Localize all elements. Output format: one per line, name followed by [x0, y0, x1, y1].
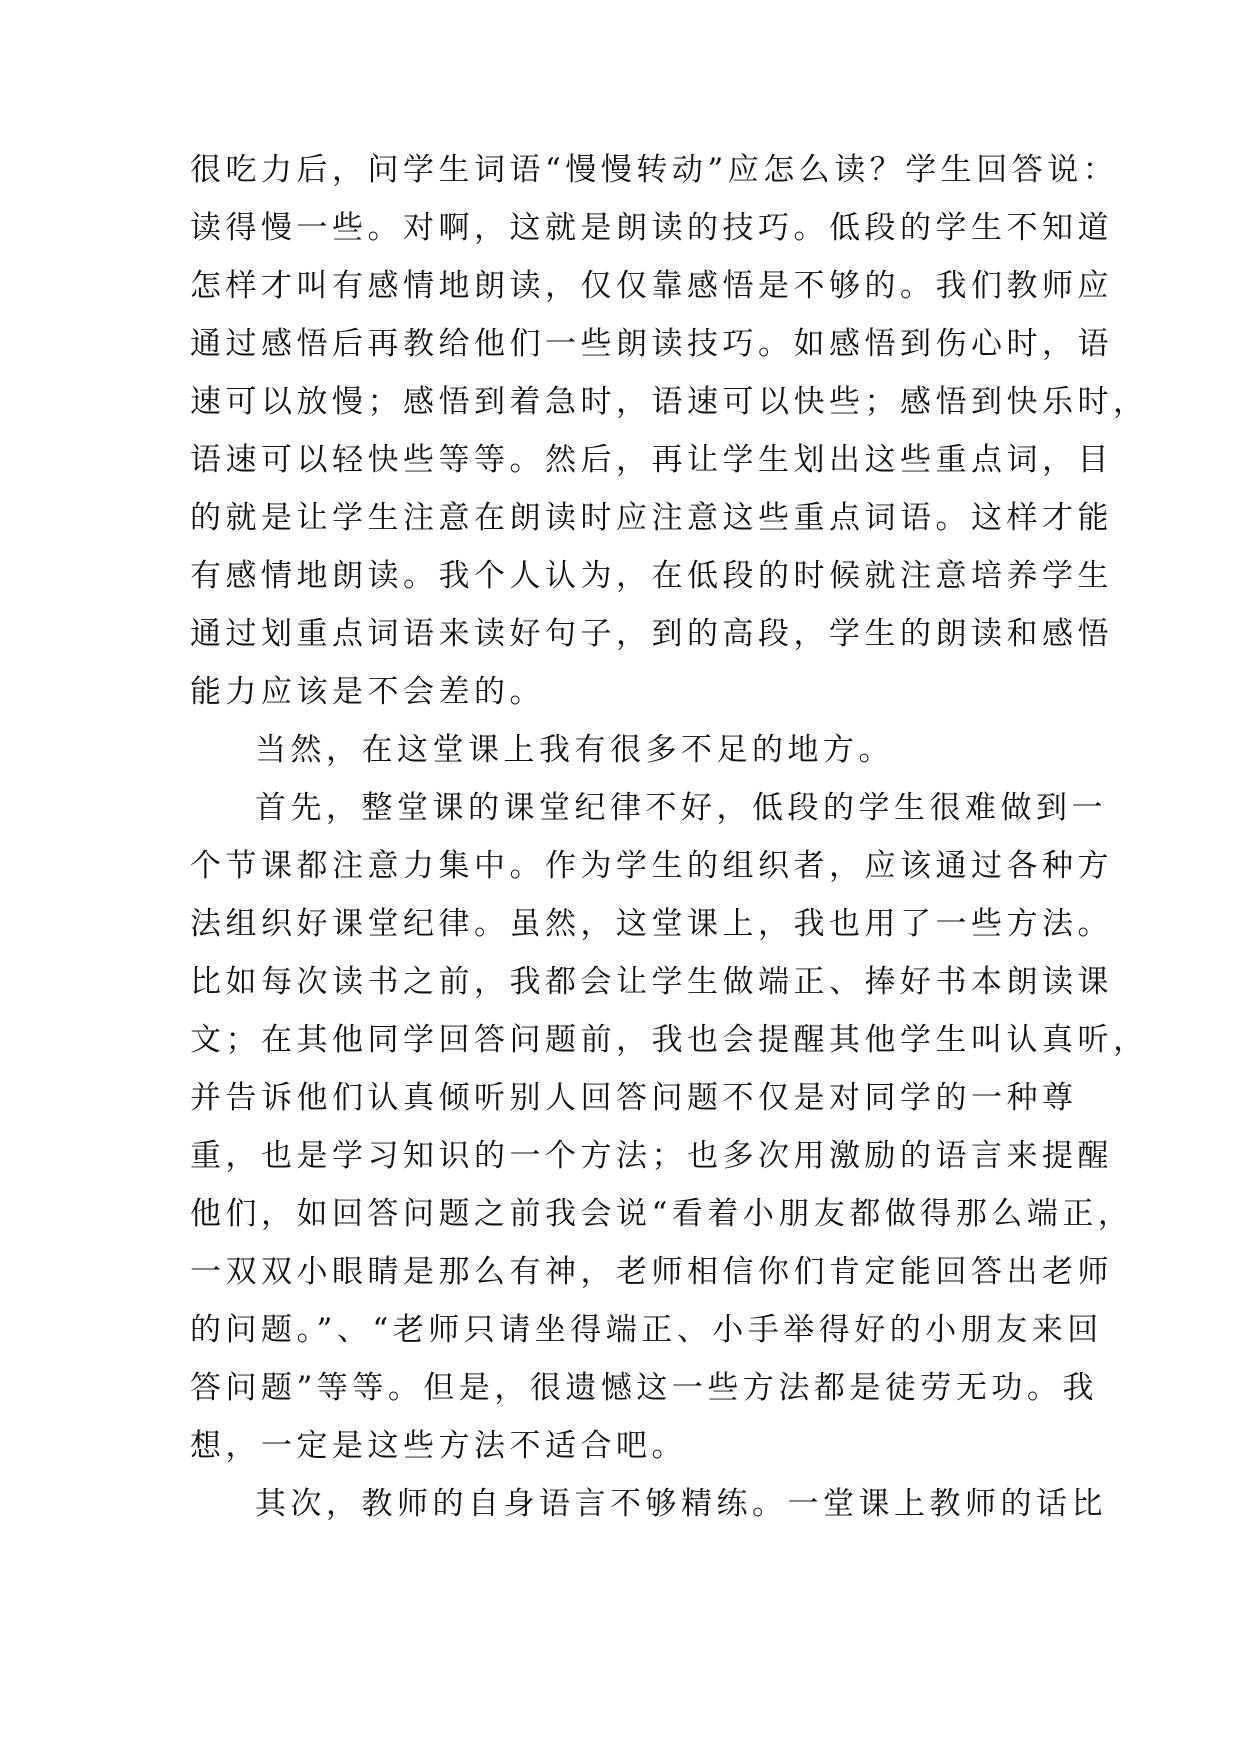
- text-line: 速可以放慢；感悟到着急时，语速可以快些；感悟到快乐时，: [190, 384, 1149, 420]
- paragraph-start-line: 其次，教师的自身语言不够精练。一堂课上教师的话比: [255, 1486, 1107, 1522]
- text-line: 有感情地朗读。我个人认为，在低段的时候就注意培养学生: [190, 558, 1113, 594]
- text-line: 个节课都注意力集中。作为学生的组织者，应该通过各种方: [190, 848, 1113, 884]
- text-line: 语速可以轻快些等等。然后，再让学生划出这些重点词，目: [190, 442, 1113, 478]
- paragraph-start-line: 首先，整堂课的课堂纪律不好，低段的学生很难做到一: [255, 790, 1107, 826]
- text-line: 他们，如回答问题之前我会说“看着小朋友都做得那么端正，: [190, 1196, 1134, 1232]
- text-line: 怎样才叫有感情地朗读，仅仅靠感悟是不够的。我们教师应: [190, 268, 1113, 304]
- paragraph-start-line: 当然，在这堂课上我有很多不足的地方。: [255, 732, 894, 768]
- text-line: 通过划重点词语来读好句子，到的高段，学生的朗读和感悟: [190, 616, 1113, 652]
- text-line: 能力应该是不会差的。: [190, 674, 545, 710]
- text-line: 的问题。”、“老师只请坐得端正、小手举得好的小朋友来回: [190, 1312, 1103, 1348]
- text-line: 答问题”等等。但是，很遗憾这一些方法都是徒劳无功。我: [190, 1370, 1098, 1406]
- text-line: 比如每次读书之前，我都会让学生做端正、捧好书本朗读课: [190, 964, 1113, 1000]
- text-line: 文；在其他同学回答问题前，我也会提醒其他学生叫认真听，: [190, 1022, 1149, 1058]
- text-line: 并告诉他们认真倾听别人回答问题不仅是对同学的一种尊: [190, 1080, 1078, 1116]
- text-line: 法组织好课堂纪律。虽然，这堂课上，我也用了一些方法。: [190, 906, 1113, 942]
- text-line: 通过感悟后再教给他们一些朗读技巧。如感悟到伤心时，语: [190, 326, 1113, 362]
- text-line: 读得慢一些。对啊，这就是朗读的技巧。低段的学生不知道: [190, 210, 1113, 246]
- text-line: 想，一定是这些方法不适合吧。: [190, 1428, 687, 1464]
- text-line: 重，也是学习知识的一个方法；也多次用激励的语言来提醒: [190, 1138, 1113, 1174]
- text-line: 一双双小眼睛是那么有神，老师相信你们肯定能回答出老师: [190, 1254, 1113, 1290]
- text-line: 很吃力后，问学生词语“慢慢转动”应怎么读？学生回答说：: [190, 152, 1119, 188]
- text-line: 的就是让学生注意在朗读时应注意这些重点词语。这样才能: [190, 500, 1113, 536]
